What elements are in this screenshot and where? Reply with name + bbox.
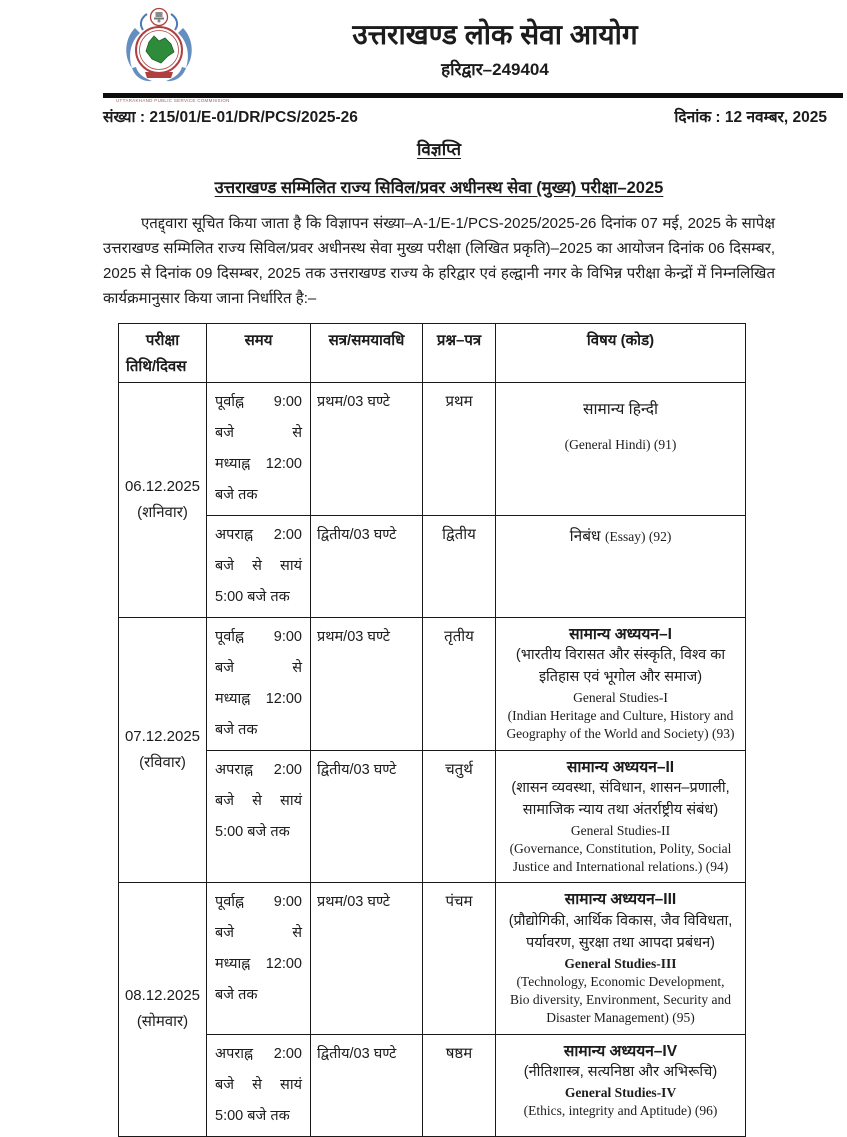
time-cell: पूर्वाह्न 9:00 बजे से मध्याह्न 12:00 बजे तक bbox=[207, 883, 311, 1033]
subject-title-hi: सामान्य अध्ययन–III bbox=[564, 891, 677, 909]
notice-paragraph: एतद्द्वारा सूचित किया जाता है कि विज्ञापन संख्या–A-1/E-1/PCS-2025/2025-26 दिनांक 07 मई, 2025 के सापेक्ष उत्तराखण्ड सम्मिलित राज्य सिविल/प्रवर अधीनस्थ सेवा मुख्य परीक्षा (लिखित प्रकृति)–2025 का आयोजन दिनांक 06 दिसम्बर, 2025 से दिनांक 09 दिसम्बर, 2025 तक उत्तराखण्ड राज्य के हरिद्वार एवं हल्द्वानी नगर के विभिन्न परीक्षा केन्द्रों में निम्नलिखित कार्यक्रमानुसार किया जाना निर्धारित है:– bbox=[103, 214, 775, 307]
exam-day: (सोमवार) bbox=[136, 1013, 189, 1031]
date-cell bbox=[119, 383, 207, 617]
org-name: उत्तराखण्ड लोक सेवा आयोग bbox=[352, 19, 638, 50]
session-row bbox=[207, 751, 745, 883]
sessions-group bbox=[207, 618, 745, 883]
subject-cell bbox=[496, 618, 745, 750]
sessions-group bbox=[207, 383, 745, 617]
subject-cell bbox=[496, 516, 745, 617]
paper-cell: तृतीय bbox=[423, 618, 496, 750]
time-cell: अपराह्न 2:00 बजे से सायं 5:00 बजे तक bbox=[207, 1035, 311, 1136]
subject-desc-en: (Governance, Constitution, Polity, Social Justice and International relations.) (94) bbox=[509, 841, 732, 875]
table-header-row bbox=[119, 324, 745, 383]
org-address: हरिद्वार–249404 bbox=[441, 59, 549, 79]
notice-title: विज्ञप्ति bbox=[416, 139, 462, 159]
subject-title-en: (Essay) (92) bbox=[605, 528, 672, 544]
time-cell: अपराह्न 2:00 बजे से सायं 5:00 बजे तक bbox=[207, 751, 311, 883]
subject-desc-en: (Indian Heritage and Culture, History and Geography of the World and Society) (93) bbox=[506, 708, 735, 742]
commission-crest-icon bbox=[119, 6, 199, 92]
subject-cell bbox=[496, 383, 745, 515]
table-row bbox=[119, 383, 745, 618]
subject-desc-en: (Ethics, integrity and Aptitude) (96) bbox=[523, 1103, 718, 1119]
header-divider bbox=[103, 93, 843, 98]
header-time: समय bbox=[207, 324, 311, 382]
reference-number: संख्या : 215/01/E-01/DR/PCS/2025-26 bbox=[103, 108, 358, 126]
session-duration-cell: प्रथम/03 घण्टे bbox=[311, 618, 423, 750]
session-duration-cell: द्वितीय/03 घण्टे bbox=[311, 751, 423, 883]
subject-title-en: General Studies-IV bbox=[564, 1084, 677, 1100]
session-duration-cell: प्रथम/03 घण्टे bbox=[311, 383, 423, 515]
paper-cell: प्रथम bbox=[423, 383, 496, 515]
session-row bbox=[207, 383, 745, 516]
header-session-duration: सत्र/समयावधि bbox=[311, 324, 423, 382]
session-row bbox=[207, 618, 745, 751]
paper-cell: चतुर्थ bbox=[423, 751, 496, 883]
exam-date: 08.12.2025 bbox=[124, 987, 201, 1005]
logo-caption: UTTARAKHAND PUBLIC SERVICE COMMISSION bbox=[116, 98, 230, 103]
subject-desc-hi: (नीतिशास्त्र, सत्यनिष्ठा और अभिरूचि) bbox=[523, 1064, 718, 1081]
exam-name-heading: उत्तराखण्ड सम्मिलित राज्य सिविल/प्रवर अधीनस्थ सेवा (मुख्य) परीक्षा–2025 bbox=[214, 178, 664, 197]
subject-title-hi: निबंध bbox=[569, 527, 601, 545]
subject-title-en: General Studies-II bbox=[570, 822, 671, 838]
session-duration-cell: द्वितीय/03 घण्टे bbox=[311, 516, 423, 617]
date-cell bbox=[119, 618, 207, 883]
subject-cell bbox=[496, 1035, 745, 1136]
subject-title-hi: सामान्य हिन्दी bbox=[583, 400, 658, 418]
subject-desc-hi: (भारतीय विरासत और संस्कृति, विश्व का इतिहास एवं भूगोल और समाज) bbox=[515, 647, 726, 686]
time-cell: अपराह्न 2:00 बजे से सायं 5:00 बजे तक bbox=[207, 516, 311, 617]
commission-logo bbox=[116, 6, 230, 103]
issue-date: दिनांक : 12 नवम्बर, 2025 bbox=[674, 108, 827, 126]
header-subject-code: विषय (कोड) bbox=[586, 331, 655, 349]
exam-day: (शनिवार) bbox=[137, 503, 188, 521]
subject-cell bbox=[496, 883, 745, 1033]
sessions-group bbox=[207, 883, 745, 1135]
exam-day: (रविवार) bbox=[139, 754, 186, 772]
time-cell: पूर्वाह्न 9:00 बजे से मध्याह्न 12:00 बजे तक bbox=[207, 618, 311, 750]
subject-desc-hi: (शासन व्यवस्था, संविधान, शासन–प्रणाली, सामाजिक न्याय तथा अंतर्राष्ट्रीय संबंध) bbox=[511, 780, 730, 819]
session-duration-cell: द्वितीय/03 घण्टे bbox=[311, 1035, 423, 1136]
subject-title-hi: सामान्य अध्ययन–II bbox=[566, 758, 675, 776]
subject-title-en: (General Hindi) (91) bbox=[564, 437, 677, 453]
exam-date: 07.12.2025 bbox=[124, 728, 201, 746]
subject-cell bbox=[496, 751, 745, 883]
subject-desc-en: (Technology, Economic Development, Bio diversity, Environment, Security and Disaster Management) (95) bbox=[509, 973, 732, 1026]
subject-title-hi: सामान्य अध्ययन–I bbox=[569, 625, 672, 643]
subject-title-hi: सामान्य अध्ययन–IV bbox=[563, 1042, 678, 1060]
header-exam-date: परीक्षा तिथि/दिवस bbox=[119, 324, 207, 382]
meta-row bbox=[103, 105, 827, 127]
session-row bbox=[207, 883, 745, 1034]
subject-title-en: General Studies-I bbox=[573, 689, 668, 705]
date-cell bbox=[119, 883, 207, 1135]
time-cell: पूर्वाह्न 9:00 बजे से मध्याह्न 12:00 बजे तक bbox=[207, 383, 311, 515]
session-row bbox=[207, 1035, 745, 1136]
subject-desc-hi: (प्रौद्योगिकी, आर्थिक विकास, जैव विविधता, पर्यावरण, सुरक्षा तथा आपदा प्रबंधन) bbox=[508, 913, 733, 951]
paper-cell: षष्ठम bbox=[423, 1035, 496, 1136]
table-row bbox=[119, 618, 745, 884]
paper-cell: पंचम bbox=[423, 883, 496, 1033]
session-row bbox=[207, 516, 745, 617]
paper-cell: द्वितीय bbox=[423, 516, 496, 617]
notice-content bbox=[103, 137, 775, 1137]
session-duration-cell: प्रथम/03 घण्टे bbox=[311, 883, 423, 1033]
subject-title-en: General Studies-III bbox=[564, 955, 677, 971]
header-paper: प्रश्न–पत्र bbox=[423, 324, 496, 382]
exam-schedule-table bbox=[118, 323, 746, 1137]
table-row bbox=[119, 883, 745, 1135]
exam-date: 06.12.2025 bbox=[124, 477, 201, 495]
letterhead bbox=[150, 0, 840, 80]
